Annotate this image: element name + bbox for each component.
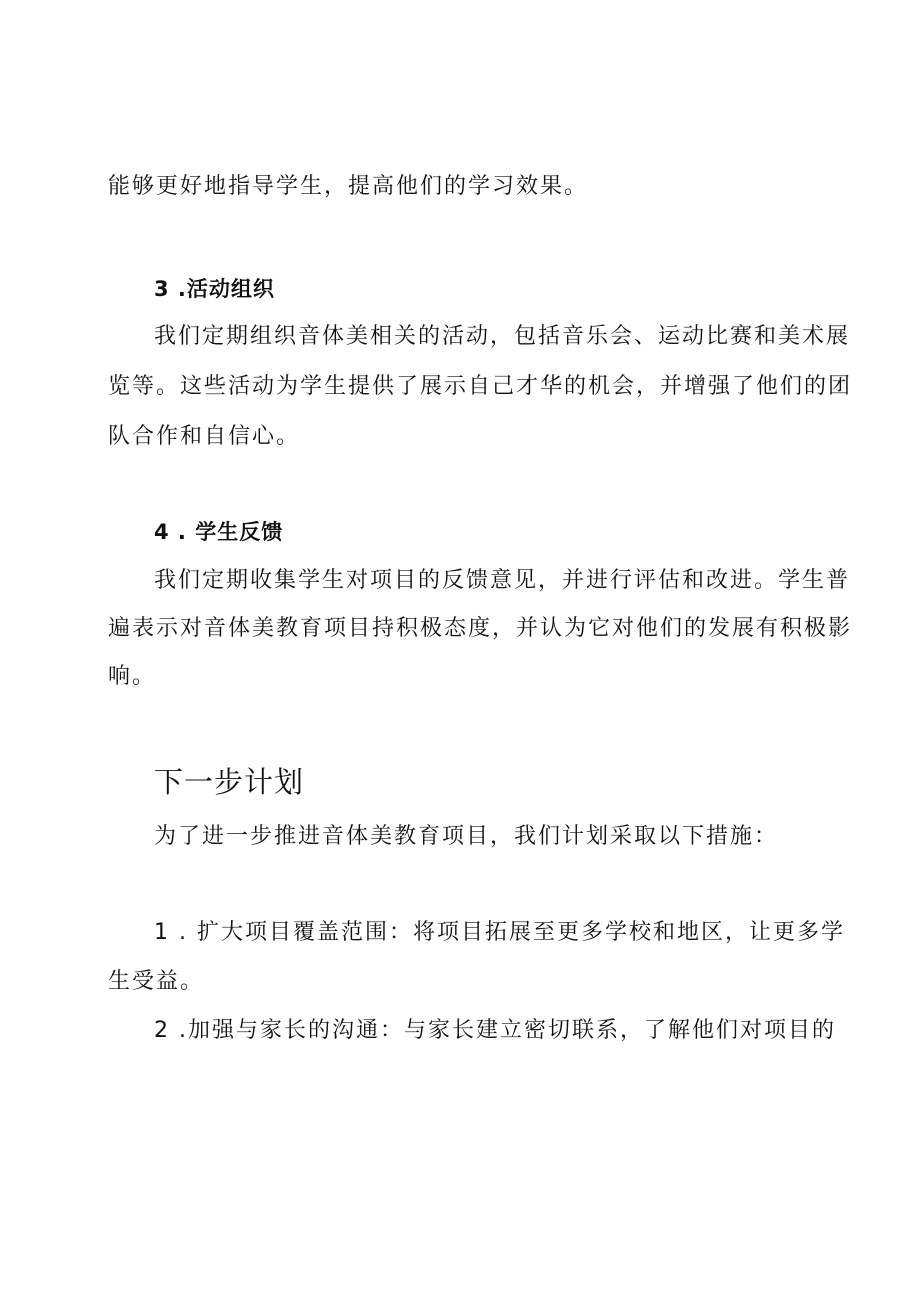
- paragraph-line: 遍表示对音体美教育项目持积极态度，并认为它对他们的发展有积极影: [108, 616, 853, 641]
- list-item-line: 2 .加强与家长的沟通：与家长建立密切联系，了解他们对项目的: [154, 1018, 836, 1043]
- section-4-title: 4 . 学生反馈: [154, 520, 284, 544]
- paragraph-line: 响。: [108, 664, 157, 689]
- next-plan-heading: 下一步计划: [154, 765, 305, 799]
- paragraph-line: 为了进一步推进音体美教育项目，我们计划采取以下措施：: [154, 824, 779, 849]
- list-item-line: 生受益。: [108, 969, 205, 994]
- paragraph-line: 我们定期组织音体美相关的活动，包括音乐会、运动比赛和美术展: [154, 324, 851, 349]
- paragraph-line: 我们定期收集学生对项目的反馈意见，并进行评估和改进。学生普: [154, 568, 851, 593]
- list-item-line: 1 . 扩大项目覆盖范围：将项目拓展至更多学校和地区，让更多学: [154, 920, 845, 945]
- section-3-title: 3 .活动组织: [154, 277, 275, 301]
- paragraph-line: 能够更好地指导学生，提高他们的学习效果。: [108, 174, 589, 199]
- paragraph-line: 队合作和自信心。: [108, 424, 301, 449]
- paragraph-line: 览等。这些活动为学生提供了展示自己才华的机会，并增强了他们的团: [108, 374, 853, 399]
